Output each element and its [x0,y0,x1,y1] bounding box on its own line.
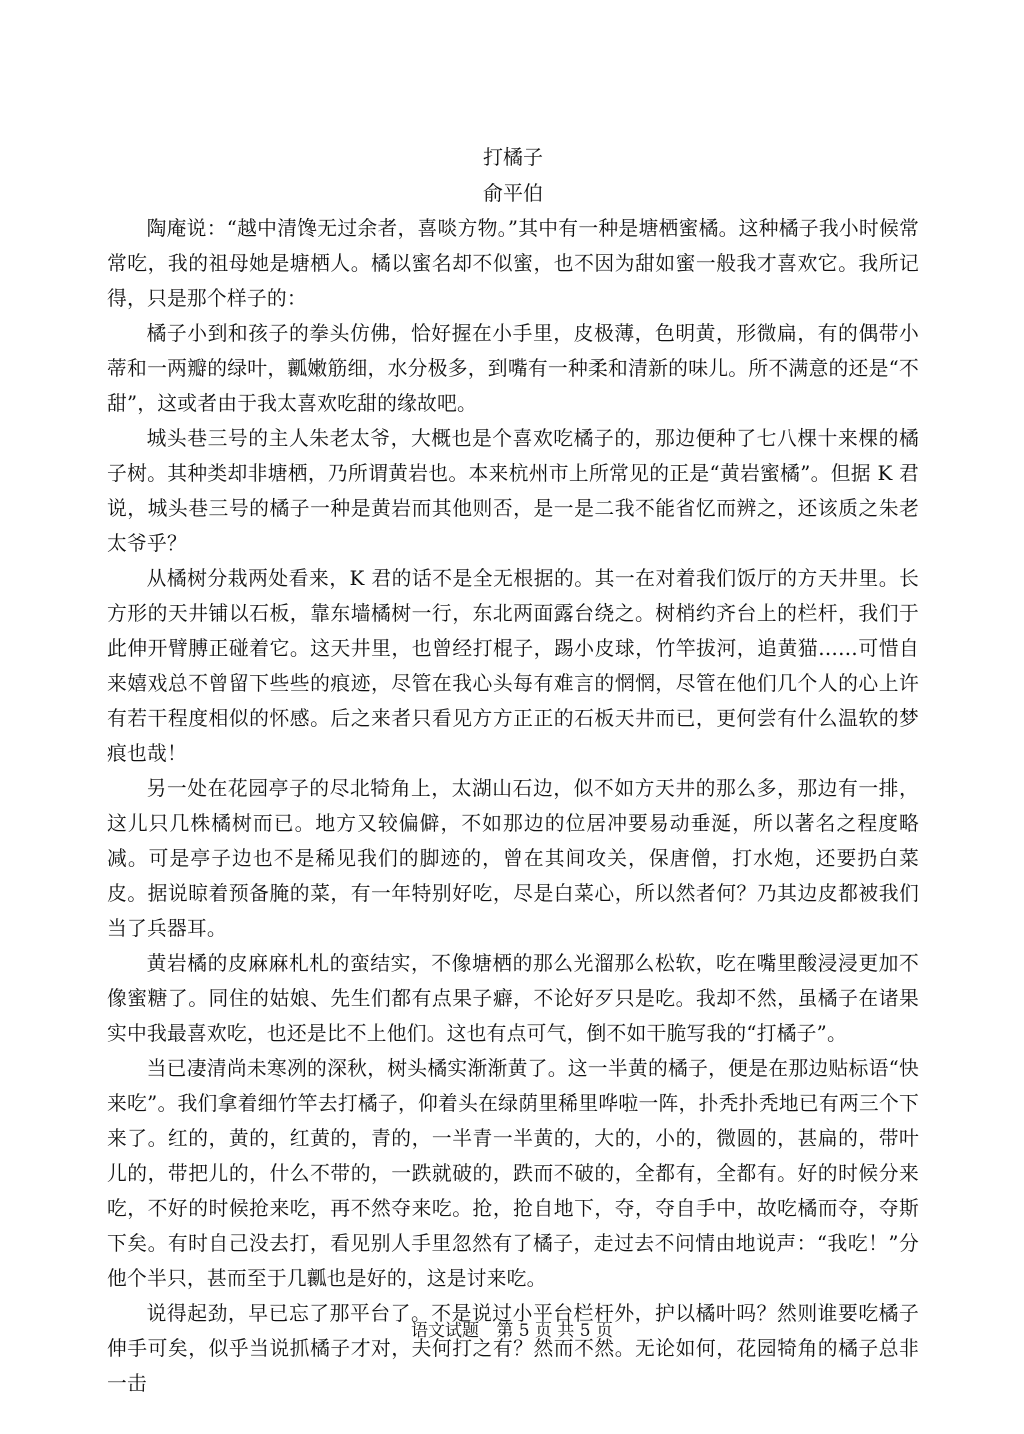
article [107,140,919,1401]
paragraph-2: 橘子小到和孩子的拳头仿佛，恰好握在小手里，皮极薄，色明黄，形微扁，有的偶带小蒂和一两瓣的绿叶，瓤嫩筋细，水分极多，到嘴有一种柔和清新的味儿。所不满意的还是“不甜”，这或者由于我太喜欢吃甜的缘故吧。 [107,322,919,415]
article-title: 打橘子 [483,145,543,169]
article-author: 俞平伯 [483,181,543,205]
paragraph-3: 城头巷三号的主人朱老太爷，大概也是个喜欢吃橘子的，那边便种了七八棵十来棵的橘子树。其种类却非塘栖，乃所谓黄岩也。本来杭州市上所常见的正是“黄岩蜜橘”。但据 K 君说，城头巷三号的橘子一种是黄岩而其他则否，是一是二我不能省忆而辨之，还该质之朱老太爷乎？ [107,427,919,555]
paragraph-8: 说得起劲，早已忘了那平台了。不是说过小平台栏杆外，护以橘叶吗？然则谁要吃橘子伸手可矣，似乎当说抓橘子才对，夫何打之有？然而不然。无论如何，花园犄角的橘子总非一击 [107,1302,919,1395]
page-footer [0,1318,1024,1344]
footer-page-number: 第 5 页 共 5 页 [496,1321,614,1341]
paragraph-6: 黄岩橘的皮麻麻札札的蛮结实，不像塘栖的那么光溜那么松软，吃在嘴里酸浸浸更加不像蜜糖了。同住的姑娘、先生们都有点果子癖，不论好歹只是吃。我却不然，虽橘子在诸果实中我最喜欢吃，也还是比不上他们。这也有点可气，倒不如干脆写我的“打橘子”。 [107,952,919,1045]
paragraph-1: 陶庵说：“越中清馋无过余者，喜啖方物。”其中有一种是塘栖蜜橘。这种橘子我小时候常常吃，我的祖母她是塘栖人。橘以蜜名却不似蜜，也不因为甜如蜜一般我才喜欢它。我所记得，只是那个样子的： [107,217,919,310]
footer-subject: 语文试题 [410,1321,479,1341]
paragraph-4: 从橘树分栽两处看来，K 君的话不是全无根据的。其一在对着我们饭厅的方天井里。长方形的天井铺以石板，靠东墙橘树一行，东北两面露台绕之。树梢约齐台上的栏杆，我们于此伸开臂膊正碰着它。这天井里，也曾经打棍子，踢小皮球，竹竿拔河，追黄猫……可惜自来嬉戏总不曾留下些些的痕迹，尽管在我心头每有难言的惘惘，尽管在他们几个人的心上许有若干程度相似的怀感。后之来者只看见方方正正的石板天井而已，更何尝有什么温软的梦痕也哉！ [107,567,919,765]
paragraph-7: 当已凄清尚未寒冽的深秋，树头橘实渐渐黄了。这一半黄的橘子，便是在那边贴标语“快来吃”。我们拿着细竹竿去打橘子，仰着头在绿荫里稀里哗啦一阵，扑秃扑秃地已有两三个下来了。红的，黄的，红黄的，青的，一半青一半黄的，大的，小的，微圆的，甚扁的，带叶儿的，带把儿的，什么不带的，一跌就破的，跌而不破的，全都有，全都有。好的时候分来吃，不好的时候抢来吃，再不然夺来吃。抢，抢自地下，夺，夺自手中，故吃橘而夺，夺斯下矣。有时自己没去打，看见别人手里忽然有了橘子，走过去不问情由地说声：“我吃！”分他个半只，甚而至于几瓤也是好的，这是讨来吃。 [107,1057,919,1290]
paragraph-5: 另一处在花园亭子的尽北犄角上，太湖山石边，似不如方天井的那么多，那边有一排，这儿只几株橘树而已。地方又较偏僻，不如那边的位居冲要易动垂涎，所以著名之程度略减。可是亭子边也不是稀见我们的脚迹的，曾在其间攻关，保唐僧，打水炮，还要扔白菜皮。据说晾着预备腌的菜，有一年特别好吃，尽是白菜心，所以然者何？乃其边皮都被我们当了兵器耳。 [107,777,919,940]
